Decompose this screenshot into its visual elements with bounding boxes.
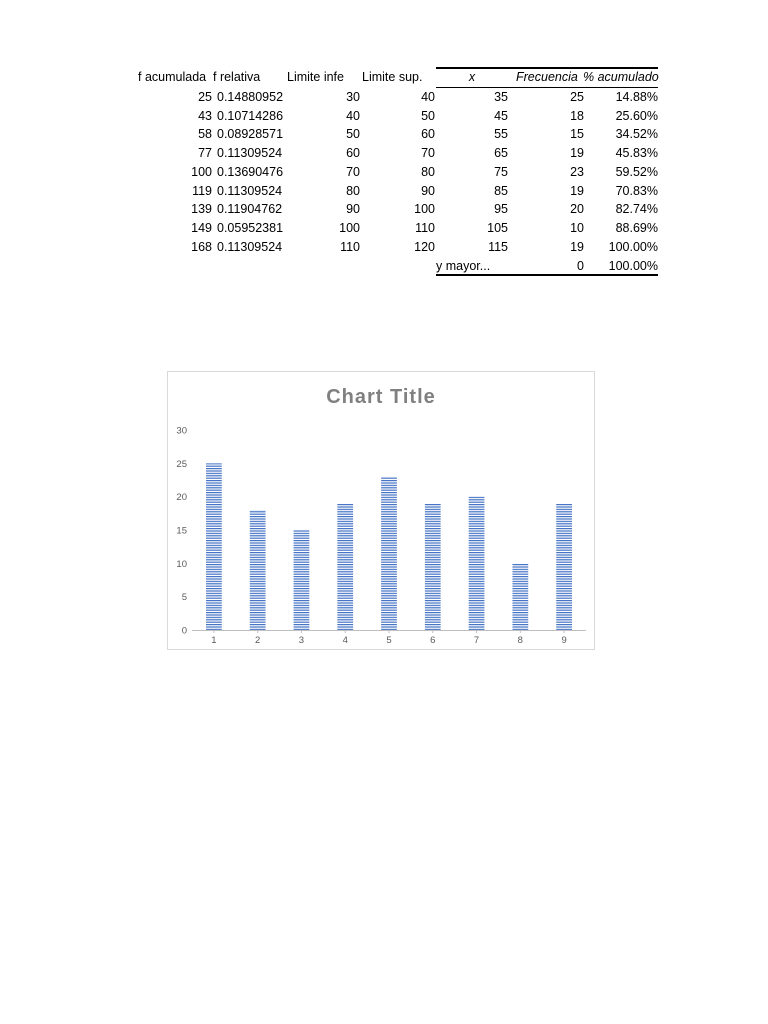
table-cell-limite-sup: 40	[421, 90, 435, 104]
table-top-rule	[436, 67, 658, 69]
table-cell-limite-sup: 100	[414, 202, 435, 217]
table-cell-f-acumulada: 149	[191, 220, 212, 235]
table-cell-frecuencia: 23	[570, 164, 584, 179]
header-x: x	[468, 70, 476, 84]
bar-6[interactable]	[425, 503, 441, 630]
bar-8[interactable]	[512, 563, 528, 630]
table-cell-limite-sup: 60	[421, 127, 435, 142]
table-cell-f-relativa: 0.11309524	[217, 183, 283, 198]
table-cell-frecuencia: 20	[570, 202, 584, 217]
y-tick-label: 0	[181, 625, 187, 637]
table-cell-f-relativa: 0.05952381	[217, 220, 284, 235]
table-cell-limite-inf: 80	[346, 183, 360, 198]
table-cell-limite-inf: 100	[339, 220, 360, 235]
table-cell-x: 55	[494, 127, 508, 142]
bar-1[interactable]	[206, 463, 222, 630]
y-tick-label: 20	[176, 492, 187, 504]
table-cell-limite-inf: 40	[346, 108, 360, 123]
bar-3[interactable]	[294, 530, 310, 630]
table-cell-limite-sup: 50	[421, 108, 435, 123]
table-cell-f-relativa: 0.11904762	[217, 202, 283, 217]
table-cell-x: 75	[494, 164, 508, 179]
x-tick-label: 9	[561, 635, 567, 646]
table-cell-f-acumulada: 139	[191, 202, 212, 217]
x-tick-label: 7	[473, 635, 480, 646]
bar-9[interactable]	[556, 503, 572, 630]
table-cell-x: 35	[494, 90, 508, 104]
table-cell-frecuencia: 18	[570, 108, 584, 123]
table-cell-f-relativa: 0.11309524	[217, 146, 283, 161]
header-limite-inf: Limite infe	[287, 70, 344, 84]
last-row-x: y mayor...	[436, 259, 491, 273]
table-cell-x: 105	[487, 220, 508, 235]
spreadsheet-table	[0, 0, 768, 300]
table-cell-f-acumulada: 58	[198, 127, 212, 142]
table-cell-x: 115	[488, 239, 508, 254]
table-cell-f-acumulada: 100	[191, 164, 212, 179]
table-cell-x: 95	[494, 202, 508, 217]
table-cell-frecuencia: 19	[570, 146, 584, 161]
x-tick-label: 3	[298, 635, 305, 646]
last-row-pct-acumulado: 100.00%	[608, 259, 658, 273]
y-tick-label: 15	[176, 525, 187, 537]
table-cell-limite-sup: 90	[421, 183, 435, 198]
x-tick-label: 4	[342, 635, 348, 646]
table-cell-f-relativa: 0.13690476	[217, 164, 284, 179]
table-cell-limite-inf: 30	[346, 90, 360, 104]
bar-5[interactable]	[381, 477, 397, 630]
table-cell-frecuencia: 19	[570, 183, 584, 198]
table-cell-limite-sup: 120	[414, 239, 435, 254]
table-cell-pct-acumulado: 100.00%	[608, 239, 658, 254]
x-tick-label: 8	[517, 635, 523, 646]
table-cell-pct-acumulado: 88.69%	[615, 220, 658, 235]
bar-4[interactable]	[337, 503, 353, 630]
table-cell-f-acumulada: 168	[191, 239, 212, 254]
table-cell-x: 65	[494, 146, 508, 161]
y-tick-label: 30	[176, 425, 187, 437]
x-tick-label: 5	[386, 635, 392, 646]
y-tick-label: 5	[181, 592, 187, 604]
table-cell-f-relativa: 0.14880952	[217, 90, 284, 104]
table-cell-f-relativa: 0.08928571	[217, 127, 284, 142]
table-cell-limite-sup: 70	[421, 146, 435, 161]
table-cell-pct-acumulado: 45.83%	[615, 146, 658, 161]
table-cell-f-relativa: 0.11309524	[217, 239, 283, 254]
table-cell-pct-acumulado: 14.88%	[615, 90, 658, 104]
table-cell-pct-acumulado: 70.83%	[615, 183, 658, 198]
table-cell-pct-acumulado: 59.52%	[615, 164, 658, 179]
table-cell-limite-sup: 80	[421, 164, 435, 179]
table-cell-f-acumulada: 43	[198, 108, 212, 123]
header-pct-acumulado: % acumulado	[583, 70, 659, 84]
table-cell-limite-inf: 60	[346, 146, 360, 161]
table-cell-frecuencia: 15	[570, 127, 584, 142]
table-cell-f-relativa: 0.10714286	[217, 108, 284, 123]
y-tick-label: 10	[176, 558, 187, 570]
bar-2[interactable]	[250, 510, 266, 630]
x-tick-label: 1	[211, 635, 217, 646]
table-cell-limite-inf: 110	[340, 239, 360, 254]
table-cell-limite-inf: 90	[346, 202, 360, 217]
header-frecuencia: Frecuencia	[516, 70, 578, 84]
table-cell-frecuencia: 10	[570, 220, 584, 235]
header-limite-sup: Limite sup.	[362, 70, 423, 84]
chart-plot	[168, 372, 596, 651]
table-cell-pct-acumulado: 34.52%	[615, 127, 658, 142]
table-cell-pct-acumulado: 25.60%	[615, 108, 658, 123]
header-f-relativa: f relativa	[213, 70, 261, 84]
table-cell-limite-inf: 50	[346, 127, 360, 142]
bar-7[interactable]	[469, 497, 485, 630]
y-tick-label: 25	[176, 458, 187, 470]
bar-chart[interactable]	[167, 371, 595, 650]
chart-title: Chart Title	[326, 386, 436, 408]
x-tick-label: 6	[430, 635, 436, 646]
table-cell-x: 85	[494, 183, 508, 198]
table-cell-f-acumulada: 119	[192, 183, 212, 198]
table-cell-limite-sup: 110	[415, 220, 435, 235]
table-cell-frecuencia: 19	[570, 239, 584, 254]
x-tick-label: 2	[255, 635, 261, 646]
header-f-acumulada: f acumulada	[138, 70, 207, 84]
table-cell-pct-acumulado: 82.74%	[615, 202, 658, 217]
last-row-frecuencia: 0	[577, 259, 584, 273]
table-cell-frecuencia: 25	[570, 90, 584, 104]
table-cell-f-acumulada: 25	[198, 90, 212, 104]
table-cell-f-acumulada: 77	[198, 146, 212, 161]
table-cell-limite-inf: 70	[346, 164, 360, 179]
table-cell-x: 45	[494, 108, 508, 123]
